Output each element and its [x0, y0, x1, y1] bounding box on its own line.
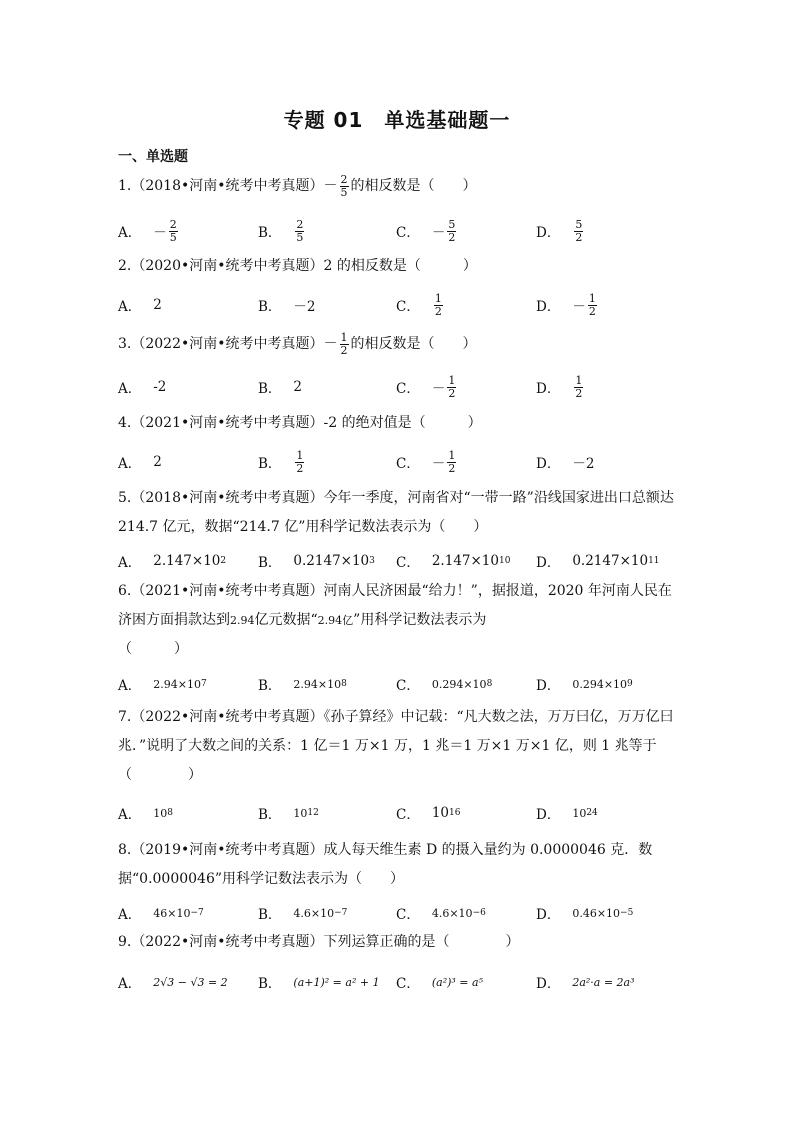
question-6: 6.（2021•河南•统考中考真题）河南人民济困最“给力！”，据报道，2020 年河南人民在济困方面捐款达到2.94亿元数据“2.94亿”用科学记数法表示为 （ ）	[118, 583, 672, 657]
option-a[interactable]: A． -2	[118, 379, 167, 397]
section-heading: 一、单选题	[118, 149, 188, 165]
option-d[interactable]: D． 0.2147×10 11	[536, 553, 660, 571]
question-7: 7.（2022•河南•统考中考真题）《孙子算经》中记载：“凡大数之法，万万曰亿，万万亿曰兆．”说明了大数之间的关系：1 亿＝1 万×1 万，1 兆＝1 万×1 万×1 亿，则 1 兆等于（ ）	[118, 709, 674, 783]
option-b[interactable]: B． 0.2147×10 3	[258, 553, 375, 571]
option-c[interactable]: C． $\frac{1}{2}$	[396, 291, 442, 318]
option-b[interactable]: B． (a+1)² = a² + 1	[258, 975, 380, 992]
option-c[interactable]: C． － $\frac{1}{2}$	[396, 448, 456, 475]
option-c[interactable]: C． (a²)³ = a⁵	[396, 975, 483, 992]
option-d[interactable]: D． 2a²·a = 2a³	[536, 975, 635, 992]
options-6	[118, 667, 678, 701]
options-7	[118, 796, 678, 830]
option-b[interactable]: B． $\frac{2}{5}$	[258, 217, 304, 244]
fraction: $\frac{2}{5}$	[340, 173, 348, 199]
option-b[interactable]: B． 4.6×10 −7	[258, 906, 348, 923]
option-a[interactable]: A． － $\frac{2}{5}$	[118, 217, 177, 244]
option-d[interactable]: D． 10 24	[536, 806, 598, 823]
options-1	[118, 214, 678, 248]
options-5	[118, 544, 678, 578]
question-4: 4.（2021•河南•统考中考真题）-2 的绝对值是（ ）	[118, 415, 482, 431]
option-a[interactable]: A． 10 8	[118, 806, 173, 823]
option-b[interactable]: B． 2	[258, 379, 303, 397]
option-d[interactable]: D． $\frac{1}{2}$	[536, 373, 583, 400]
option-d[interactable]: D． 0.294×10 9	[536, 677, 633, 694]
options-3	[118, 370, 678, 404]
option-a[interactable]: A． 2√3 − √3 = 2	[118, 975, 228, 992]
option-c[interactable]: C． 4.6×10 −6	[396, 906, 486, 923]
option-a[interactable]: A． 2	[118, 297, 162, 315]
option-a[interactable]: A． 46×10 −7	[118, 906, 204, 923]
option-c[interactable]: C． － $\frac{1}{2}$	[396, 373, 456, 400]
option-a[interactable]: A． 2	[118, 454, 162, 472]
option-c[interactable]: C． － $\frac{5}{2}$	[396, 217, 456, 244]
options-4	[118, 445, 678, 479]
option-b[interactable]: B． 2.94×10 8	[258, 677, 347, 694]
option-a[interactable]: A． 2.94×10 7	[118, 677, 207, 694]
option-d[interactable]: D． －2	[536, 456, 595, 472]
question-2: 2.（2020•河南•统考中考真题）2 的相反数是（ ）	[118, 258, 477, 274]
option-c[interactable]: C． 10 16	[396, 805, 461, 823]
option-d[interactable]: D． 0.46×10 −5	[536, 906, 634, 923]
option-b[interactable]: B． －2	[258, 299, 316, 315]
question-1: 1.（2018•河南•统考中考真题）－ $\frac{2}{5}$ 的相反数是（ ）	[118, 173, 477, 199]
question-5: 5.（2018•河南•统考中考真题）今年一季度，河南省对“一带一路”沿线国家进出口总额达 214.7 亿元，数据“214.7 亿”用科学记数法表示为（ ）	[118, 490, 674, 535]
options-8	[118, 896, 678, 930]
option-b[interactable]: B． $\frac{1}{2}$	[258, 448, 304, 475]
option-b[interactable]: B． 10 12	[258, 806, 319, 823]
option-c[interactable]: C． 0.294×10 8	[396, 677, 493, 694]
options-9	[118, 965, 678, 999]
question-9: 9.（2022•河南•统考中考真题）下列运算正确的是（ ）	[118, 934, 520, 950]
option-a[interactable]: A． 2.147×10 2	[118, 553, 227, 571]
options-2	[118, 288, 678, 322]
page-title: 专题 01 单选基础题一	[283, 108, 511, 132]
option-d[interactable]: D． － $\frac{1}{2}$	[536, 291, 596, 318]
option-d[interactable]: D． $\frac{5}{2}$	[536, 217, 583, 244]
question-8: 8.（2019•河南•统考中考真题）成人每天维生素 D 的摄入量约为 0.0000046 克．数据“0.0000046”用科学记数法表示为（ ）	[118, 842, 653, 887]
option-c[interactable]: C． 2.147×10 10	[396, 553, 511, 571]
question-3: 3.（2022•河南•统考中考真题）－ $\frac{1}{2}$ 的相反数是（ ）	[118, 331, 477, 357]
